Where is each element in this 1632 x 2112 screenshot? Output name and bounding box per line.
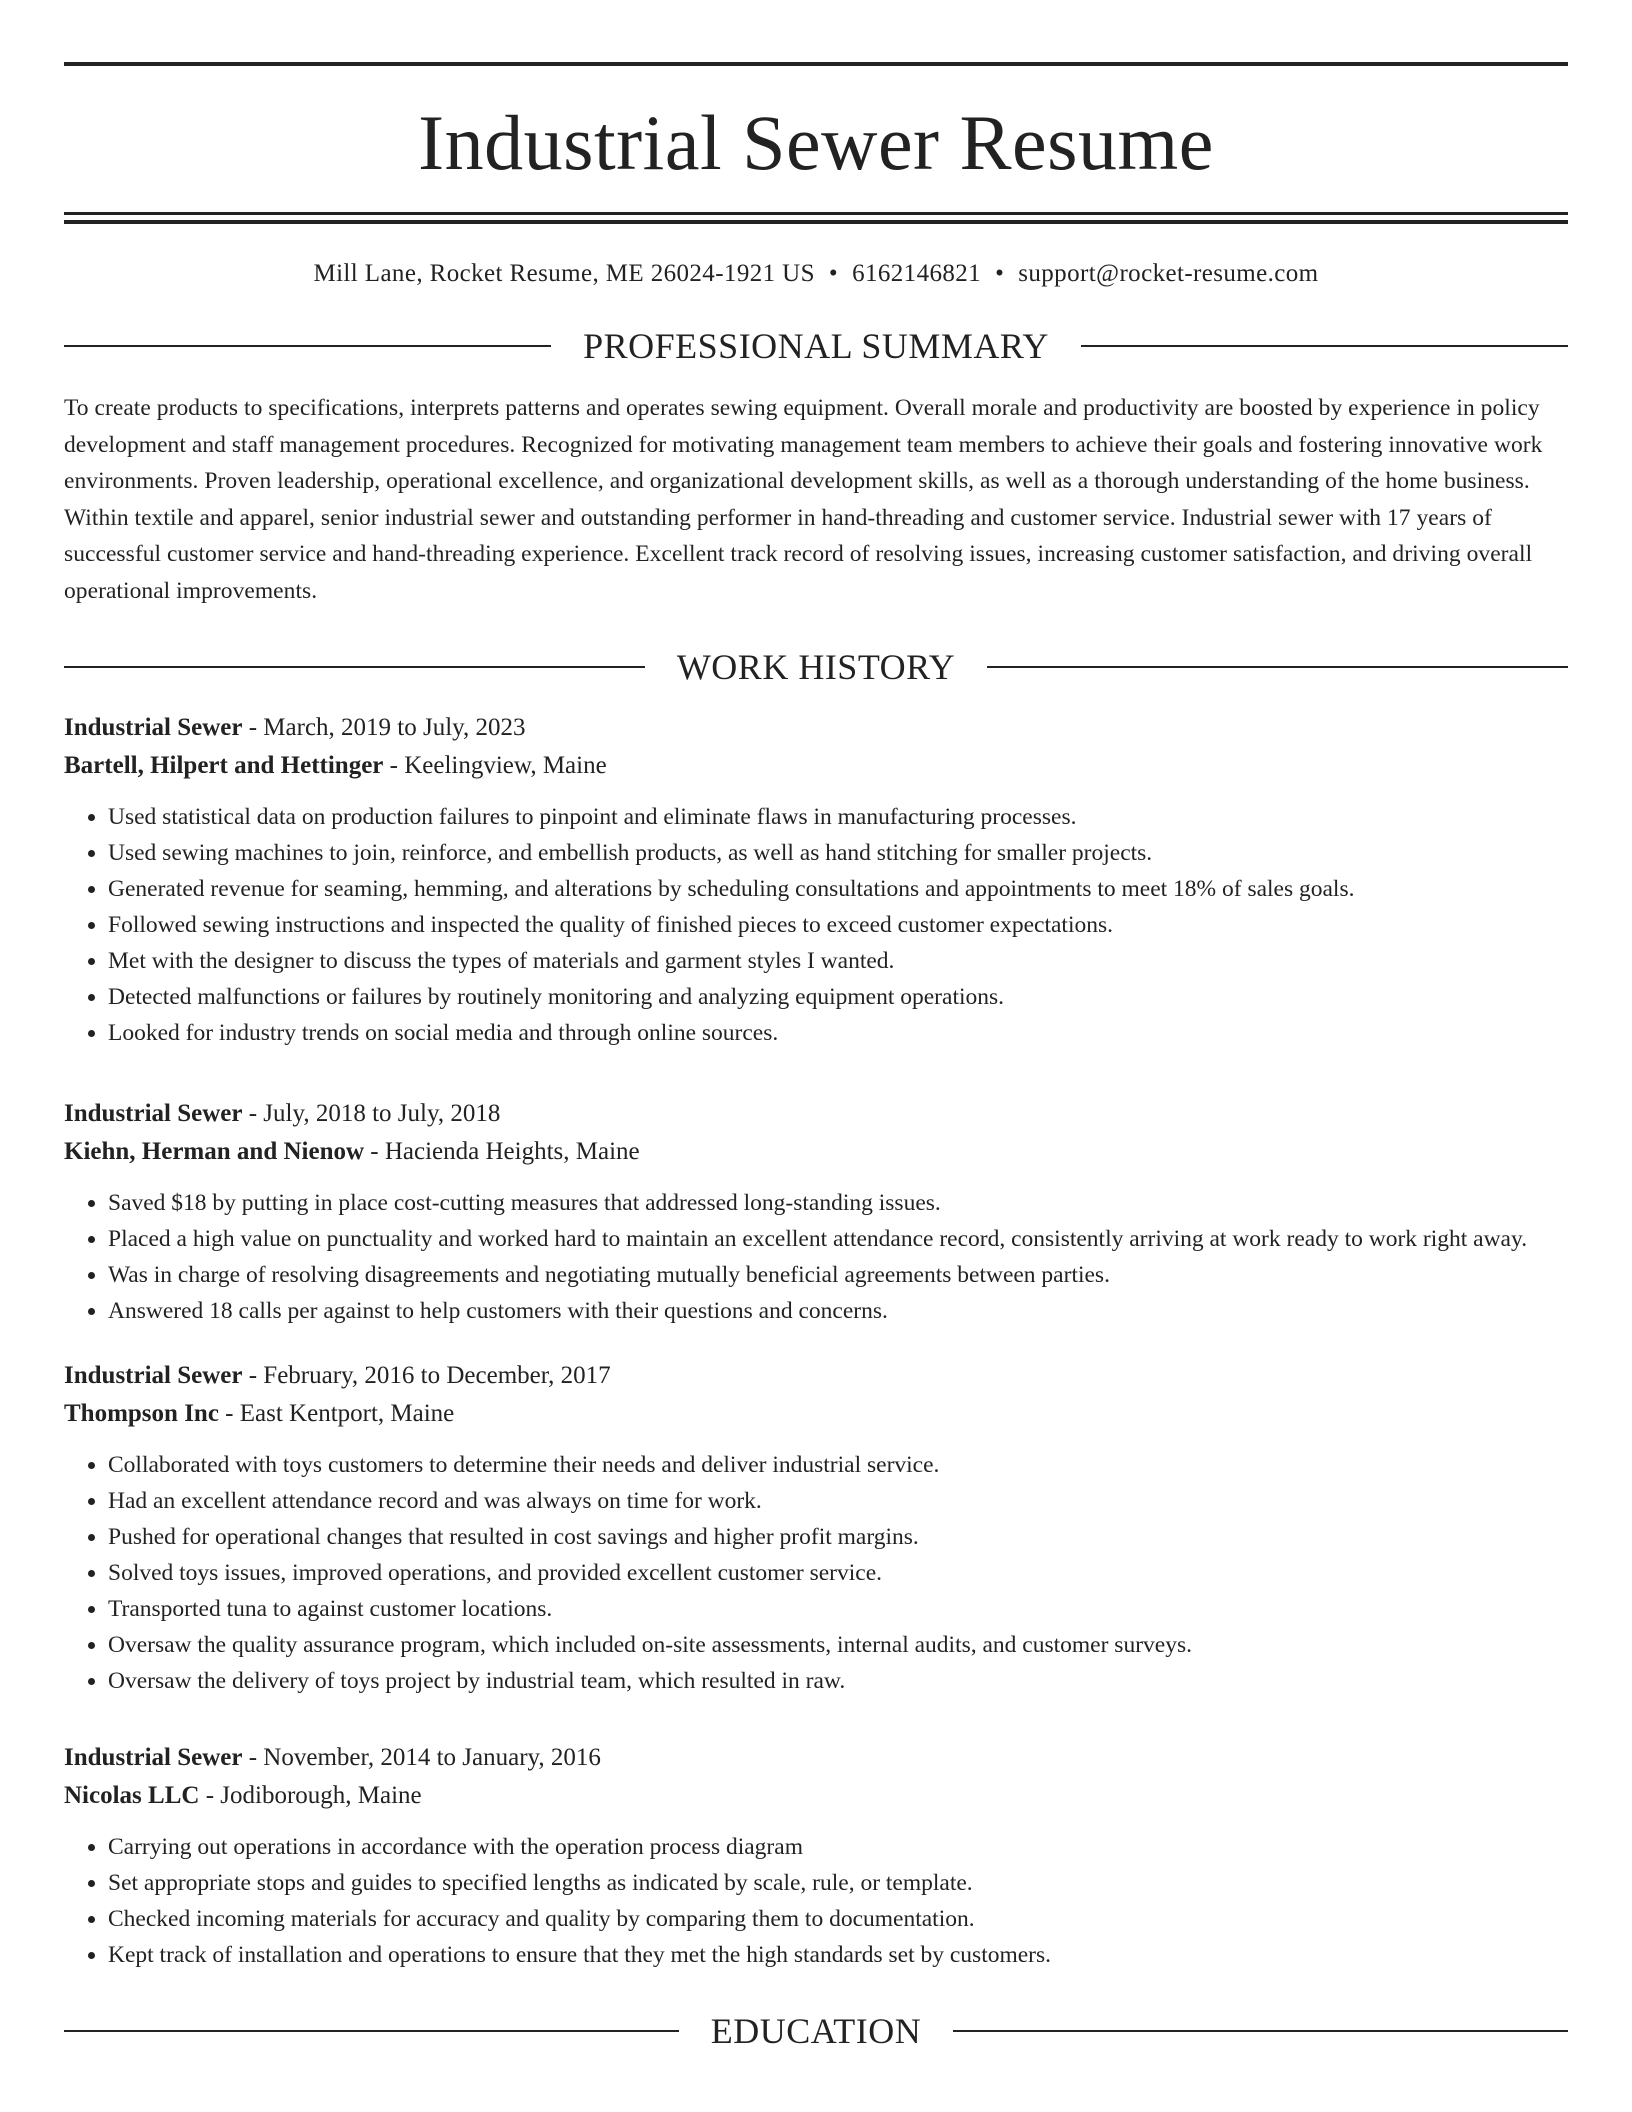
contact-phone: 6162146821	[852, 260, 982, 287]
duty-item: • Set appropriate stops and guides to specified lengths as indicated by scale, rule, or template.	[108, 1865, 1568, 1901]
company-name: Nicolas LLC	[64, 1782, 200, 1809]
divider-line	[64, 666, 645, 668]
duty-item: • Kept track of installation and operations to ensure that they met the high standards set by customers.	[108, 1937, 1568, 1973]
job-dates: - March, 2019 to July, 2023	[242, 714, 526, 741]
job-dates: - November, 2014 to January, 2016	[242, 1744, 601, 1771]
company-location: - East Kentport, Maine	[218, 1400, 455, 1427]
duty-item: • Detected malfunctions or failures by routinely monitoring and analyzing equipment operations.	[108, 979, 1568, 1015]
section-heading-education	[64, 2013, 1568, 2049]
duty-list	[64, 1447, 1568, 1699]
company-name: Bartell, Hilpert and Hettinger	[64, 752, 384, 779]
contact-email: support@rocket-resume.com	[1018, 260, 1319, 287]
company-line	[64, 1777, 1568, 1815]
divider-line	[64, 2030, 679, 2032]
duty-item: • Generated revenue for seaming, hemming, and alterations by scheduling consultations and appointments to meet 18% of sales goals.	[108, 871, 1568, 907]
job-title: Industrial Sewer	[64, 714, 243, 741]
duty-item: • Answered 18 calls per against to help customers with their questions and concerns.	[108, 1293, 1568, 1329]
job-entry	[64, 1095, 1568, 1329]
job-entry	[64, 1357, 1568, 1699]
job-title-line	[64, 709, 1568, 747]
company-name: Thompson Inc	[64, 1400, 219, 1427]
company-line	[64, 1395, 1568, 1433]
duty-item: • Carrying out operations in accordance with the operation process diagram	[108, 1829, 1568, 1865]
summary-text: To create products to specifications, interprets patterns and operates sewing equipment. Overall morale and productivity are boosted by experience in policy development and staff management procedures. Recognized for motivating management team members to achieve their goals and fostering innovative work environments. Proven leadership, operational excellence, and organizational development skills, as well as a thorough understanding of the home business. Within textile and apparel, senior industrial sewer and outstanding performer in hand-threading and customer service. Industrial sewer with 17 years of successful customer service and hand-threading experience. Excellent track record of resolving issues, increasing customer satisfaction, and driving overall operational improvements.	[64, 395, 1543, 604]
job-entry	[64, 1739, 1568, 1973]
divider-line	[987, 666, 1568, 668]
double-rule	[64, 212, 1568, 224]
duty-item: • Placed a high value on punctuality and worked hard to maintain an excellent attendance record, consistently arriving at work ready to work right away.	[108, 1221, 1568, 1257]
job-entry	[64, 709, 1568, 1051]
duty-item: • Met with the designer to discuss the types of materials and garment styles I wanted.	[108, 943, 1568, 979]
company-line	[64, 747, 1568, 785]
job-title-line	[64, 1357, 1568, 1395]
section-heading-work	[64, 649, 1568, 685]
duty-item: • Had an excellent attendance record and was always on time for work.	[108, 1483, 1568, 1519]
job-title: Industrial Sewer	[64, 1362, 243, 1389]
divider-line	[64, 345, 551, 347]
separator-dot: •	[995, 260, 1005, 287]
duty-item: • Saved $18 by putting in place cost-cutting measures that addressed long-standing issues.	[108, 1185, 1568, 1221]
separator-dot: •	[828, 260, 839, 287]
section-title: EDUCATION	[710, 2011, 922, 2051]
section-title: PROFESSIONAL SUMMARY	[583, 326, 1049, 366]
duty-list	[64, 799, 1568, 1051]
duty-item: • Oversaw the quality assurance program, which included on-site assessments, internal audits, and customer surveys.	[108, 1627, 1568, 1663]
top-rule	[64, 62, 1568, 66]
job-title-line	[64, 1739, 1568, 1777]
company-location: - Hacienda Heights, Maine	[364, 1138, 640, 1165]
duty-item: • Oversaw the delivery of toys project by industrial team, which resulted in raw.	[108, 1663, 1568, 1699]
divider-line	[953, 2030, 1568, 2032]
resume-title: Industrial Sewer Resume	[418, 99, 1214, 186]
duty-list	[64, 1185, 1568, 1329]
duty-item: • Used sewing machines to join, reinforce, and embellish products, as well as hand stitching for smaller projects.	[108, 835, 1568, 871]
duty-item: • Collaborated with toys customers to determine their needs and deliver industrial service.	[108, 1447, 1568, 1483]
job-dates: - February, 2016 to December, 2017	[242, 1362, 611, 1389]
company-location: - Keelingview, Maine	[383, 752, 607, 779]
duty-item: • Checked incoming materials for accuracy and quality by comparing them to documentation.	[108, 1901, 1568, 1937]
job-title-line	[64, 1095, 1568, 1133]
job-dates: - July, 2018 to July, 2018	[242, 1100, 501, 1127]
divider-line	[1081, 345, 1568, 347]
job-title: Industrial Sewer	[64, 1100, 243, 1127]
duty-item: • Solved toys issues, improved operations, and provided excellent customer service.	[108, 1555, 1568, 1591]
job-title: Industrial Sewer	[64, 1744, 243, 1771]
duty-item: • Transported tuna to against customer locations.	[108, 1591, 1568, 1627]
duty-item: • Looked for industry trends on social media and through online sources.	[108, 1015, 1568, 1051]
duty-item: • Pushed for operational changes that resulted in cost savings and higher profit margins.	[108, 1519, 1568, 1555]
duty-item: • Followed sewing instructions and inspected the quality of finished pieces to exceed customer expectations.	[108, 907, 1568, 943]
duty-item: • Used statistical data on production failures to pinpoint and eliminate flaws in manufacturing processes.	[108, 799, 1568, 835]
contact-address: Mill Lane, Rocket Resume, ME 26024-1921 US	[313, 260, 815, 287]
section-title: WORK HISTORY	[676, 647, 956, 687]
company-location: - Jodiborough, Maine	[199, 1782, 422, 1809]
section-heading-summary	[64, 328, 1568, 364]
company-line	[64, 1133, 1568, 1171]
company-name: Kiehn, Herman and Nienow	[64, 1138, 365, 1165]
work-history-list	[64, 709, 1568, 1973]
contact-line	[64, 260, 1568, 288]
duty-list	[64, 1829, 1568, 1973]
duty-item: • Was in charge of resolving disagreements and negotiating mutually beneficial agreements between parties.	[108, 1257, 1568, 1293]
